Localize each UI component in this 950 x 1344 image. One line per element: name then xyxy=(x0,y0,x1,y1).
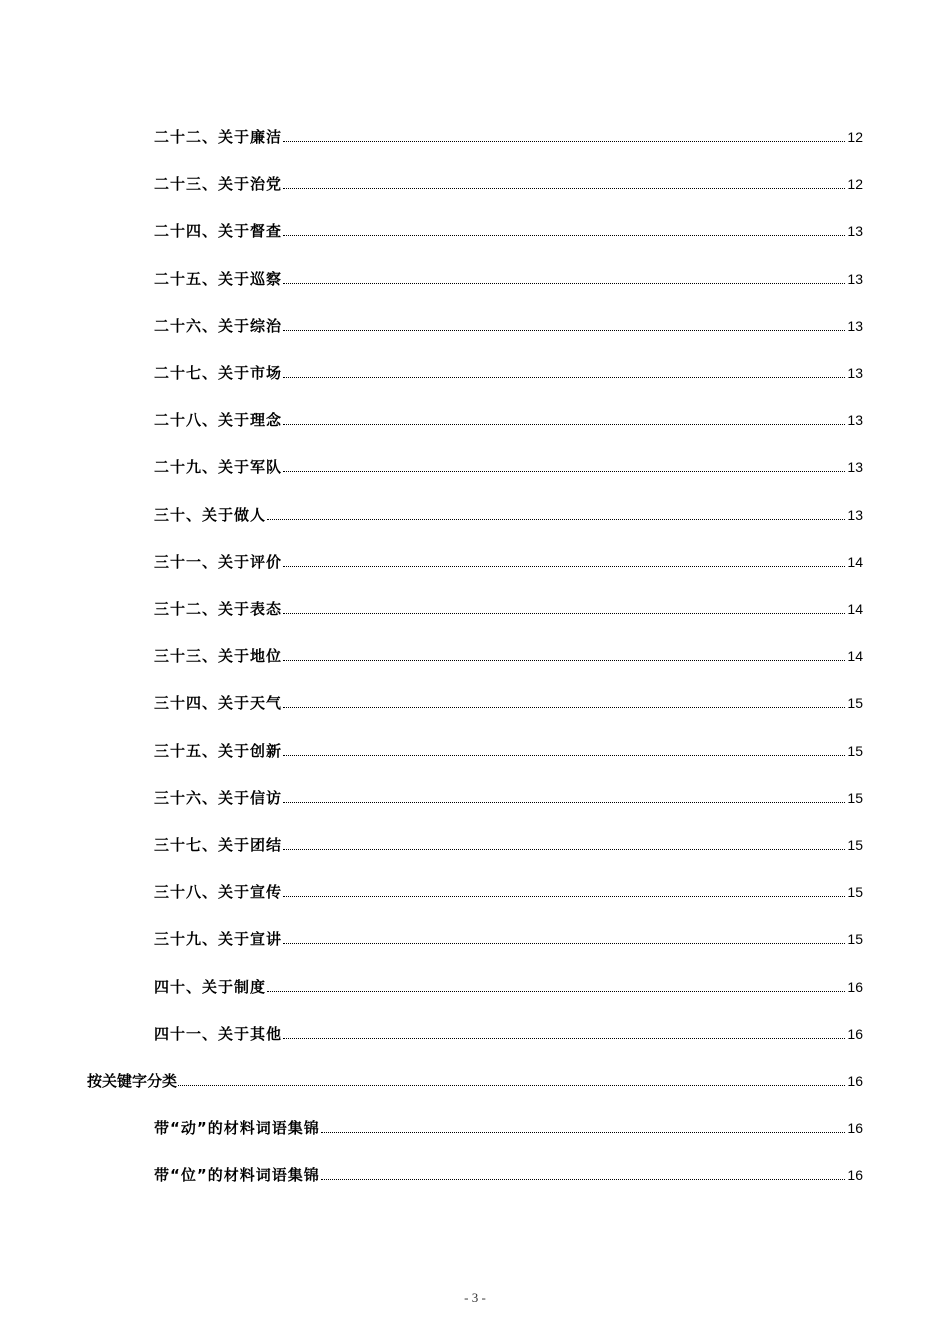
toc-entry-page: 12 xyxy=(847,129,863,145)
toc-dot-leader xyxy=(283,896,845,897)
toc-entry-page: 13 xyxy=(847,412,863,428)
toc-dot-leader xyxy=(283,377,845,378)
toc-dot-leader xyxy=(267,519,845,520)
toc-dot-leader xyxy=(267,991,845,992)
toc-entry[interactable] xyxy=(87,1069,863,1091)
toc-entry-page: 13 xyxy=(847,459,863,475)
toc-dot-leader xyxy=(283,235,845,236)
toc-entry-label: 三十一、关于评价 xyxy=(154,553,283,571)
toc-entry[interactable] xyxy=(154,880,863,902)
toc-entry-page: 14 xyxy=(847,648,863,664)
toc-entry[interactable] xyxy=(154,1163,863,1185)
toc-entry-label: 三十二、关于表态 xyxy=(154,600,283,618)
toc-entry-label: 三十六、关于信访 xyxy=(154,789,283,807)
toc-entry-page: 15 xyxy=(847,743,863,759)
toc-dot-leader xyxy=(283,755,845,756)
toc-entry-label: 四十、关于制度 xyxy=(154,978,267,996)
toc-entry-label: 二十四、关于督查 xyxy=(154,222,283,240)
toc-dot-leader xyxy=(283,566,845,567)
toc-entry[interactable] xyxy=(154,314,863,336)
toc-entry-label: 二十五、关于巡察 xyxy=(154,270,283,288)
toc-entry[interactable] xyxy=(154,786,863,808)
toc-entry[interactable] xyxy=(154,691,863,713)
toc-entry[interactable] xyxy=(154,833,863,855)
toc-entry-label: 二十七、关于市场 xyxy=(154,364,283,382)
toc-dot-leader xyxy=(283,1038,845,1039)
toc-entry-page: 14 xyxy=(847,554,863,570)
toc-entry-page: 16 xyxy=(847,1167,863,1183)
toc-entry-label: 按关键字分类 xyxy=(87,1072,178,1090)
toc-entry-label: 三十七、关于团结 xyxy=(154,836,283,854)
toc-entry[interactable] xyxy=(154,503,863,525)
toc-entry-label: 三十八、关于宣传 xyxy=(154,883,283,901)
toc-entry-label: 三十九、关于宣讲 xyxy=(154,930,283,948)
toc-entry-page: 15 xyxy=(847,837,863,853)
toc-entry[interactable] xyxy=(154,455,863,477)
toc-entry-label: 带“位”的材料词语集锦 xyxy=(154,1166,320,1184)
toc-entry[interactable] xyxy=(154,125,863,147)
toc-entry[interactable] xyxy=(154,1116,863,1138)
toc-dot-leader xyxy=(321,1132,846,1133)
toc-dot-leader xyxy=(283,188,845,189)
toc-entry-label: 三十五、关于创新 xyxy=(154,742,283,760)
toc-entry-page: 13 xyxy=(847,365,863,381)
toc-entry-page: 15 xyxy=(847,695,863,711)
toc-entry-page: 13 xyxy=(847,507,863,523)
toc-dot-leader xyxy=(283,424,845,425)
toc-dot-leader xyxy=(283,330,845,331)
toc-entry-page: 16 xyxy=(847,979,863,995)
toc-dot-leader xyxy=(283,613,845,614)
page-number: - 3 - xyxy=(464,1290,486,1305)
toc-dot-leader xyxy=(283,707,845,708)
toc-dot-leader xyxy=(283,660,845,661)
toc-entry-page: 16 xyxy=(847,1120,863,1136)
toc-entry-label: 二十六、关于综治 xyxy=(154,317,283,335)
toc-entry-page: 13 xyxy=(847,318,863,334)
toc-entry-page: 15 xyxy=(847,931,863,947)
toc-entry[interactable] xyxy=(154,361,863,383)
toc-dot-leader xyxy=(321,1179,846,1180)
toc-entry-page: 15 xyxy=(847,884,863,900)
toc-entry-label: 二十九、关于军队 xyxy=(154,458,283,476)
toc-dot-leader xyxy=(283,471,845,472)
toc-entry-label: 三十三、关于地位 xyxy=(154,647,283,665)
toc-entry-label: 四十一、关于其他 xyxy=(154,1025,283,1043)
toc-dot-leader xyxy=(283,849,845,850)
toc-entry[interactable] xyxy=(154,739,863,761)
toc-entry[interactable] xyxy=(154,219,863,241)
toc-entry-label: 二十三、关于治党 xyxy=(154,175,283,193)
toc-dot-leader xyxy=(178,1085,845,1086)
toc-entry-page: 13 xyxy=(847,223,863,239)
toc-entry-page: 12 xyxy=(847,176,863,192)
toc-dot-leader xyxy=(283,943,845,944)
toc-entry-label: 二十八、关于理念 xyxy=(154,411,283,429)
toc-entry[interactable] xyxy=(154,1022,863,1044)
toc-dot-leader xyxy=(283,802,845,803)
toc-entry-page: 14 xyxy=(847,601,863,617)
toc-entry[interactable] xyxy=(154,172,863,194)
toc-dot-leader xyxy=(283,141,845,142)
toc-entry[interactable] xyxy=(154,267,863,289)
toc-entry[interactable] xyxy=(154,975,863,997)
toc-entry-label: 三十四、关于天气 xyxy=(154,694,283,712)
toc-entry[interactable] xyxy=(154,927,863,949)
toc-entry-label: 二十二、关于廉洁 xyxy=(154,128,283,146)
toc-entry-page: 13 xyxy=(847,271,863,287)
toc-entry[interactable] xyxy=(154,597,863,619)
toc-entry-label: 三十、关于做人 xyxy=(154,506,267,524)
toc-entry-page: 16 xyxy=(847,1073,863,1089)
toc-entry-page: 16 xyxy=(847,1026,863,1042)
toc-entry[interactable] xyxy=(154,550,863,572)
toc-entry[interactable] xyxy=(154,644,863,666)
toc-entry-page: 15 xyxy=(847,790,863,806)
toc-entry[interactable] xyxy=(154,408,863,430)
toc-entry-label: 带“动”的材料词语集锦 xyxy=(154,1119,320,1137)
toc-dot-leader xyxy=(283,283,845,284)
